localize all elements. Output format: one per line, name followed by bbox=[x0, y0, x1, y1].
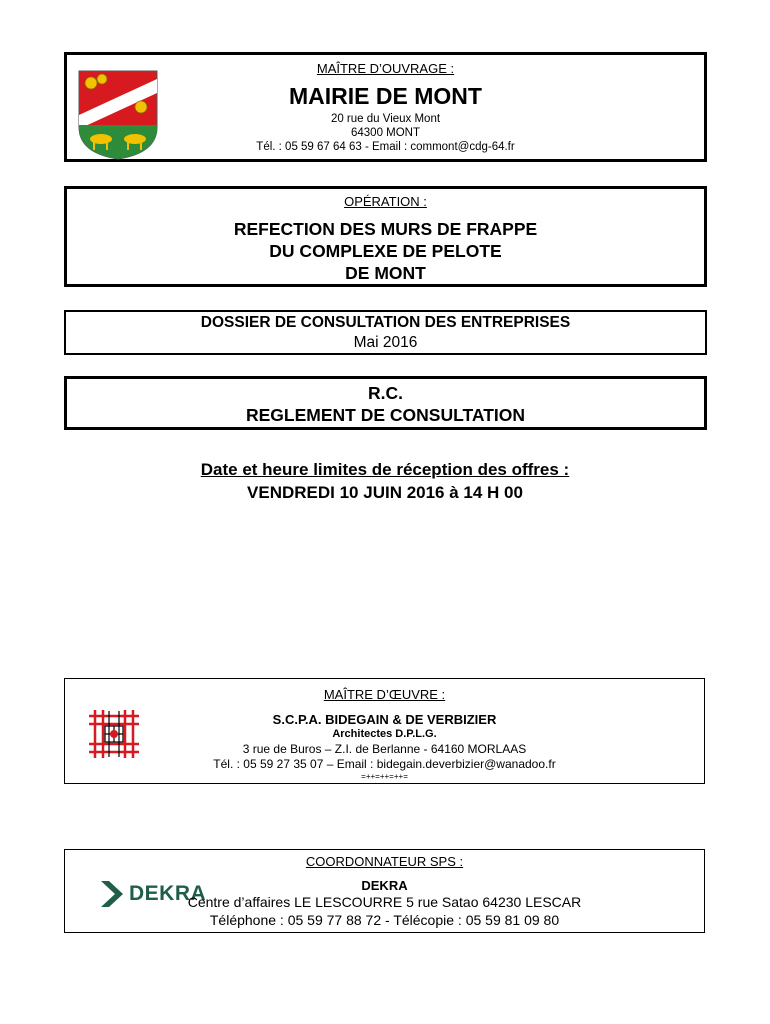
dossier-box bbox=[64, 310, 707, 355]
maitre-oeuvre-box bbox=[64, 678, 705, 784]
deadline-section bbox=[0, 460, 770, 503]
operation-box bbox=[64, 186, 707, 287]
coordonnateur-box bbox=[64, 849, 705, 933]
operation-title-line-3: DE MONT bbox=[345, 263, 426, 283]
maitre-ouvrage-label: MAÎTRE D’OUVRAGE : bbox=[316, 61, 455, 76]
maitre-oeuvre-label: MAÎTRE D’ŒUVRE : bbox=[323, 687, 446, 702]
reglement-title: REGLEMENT DE CONSULTATION bbox=[245, 405, 526, 425]
coordonnateur-name: DEKRA bbox=[361, 878, 408, 893]
dossier-date: Mai 2016 bbox=[353, 334, 418, 351]
maitre-oeuvre-address: 3 rue de Buros – Z.I. de Berlanne - 64160 MORLAAS bbox=[242, 742, 527, 756]
coordonnateur-address: Centre d’affaires LE LESCOURRE 5 rue Satao 64230 LESCAR bbox=[187, 894, 582, 910]
maitre-oeuvre-contact: Tél. : 05 59 27 35 07 – Email : bidegain.deverbizier@wanadoo.fr bbox=[213, 757, 556, 771]
reglement-abbr: R.C. bbox=[368, 383, 403, 403]
deadline-value: VENDREDI 10 JUIN 2016 à 14 H 00 bbox=[247, 483, 523, 502]
operation-label: OPÉRATION : bbox=[344, 194, 427, 209]
maitre-ouvrage-name: MAIRIE DE MONT bbox=[289, 83, 482, 109]
maitre-oeuvre-separator: =++=++=++= bbox=[361, 772, 408, 781]
maitre-oeuvre-name: S.C.P.A. BIDEGAIN & DE VERBIZIER bbox=[272, 712, 497, 727]
maitre-ouvrage-contact: Tél. : 05 59 67 64 63 - Email : commont@cdg-64.fr bbox=[256, 141, 515, 153]
maitre-ouvrage-address-street: 20 rue du Vieux Mont bbox=[330, 113, 441, 125]
coordonnateur-phone: Téléphone : 05 59 77 88 72 - Télécopie : 05 59 81 09 80 bbox=[209, 912, 560, 928]
dossier-title: DOSSIER DE CONSULTATION DES ENTREPRISES bbox=[200, 314, 571, 331]
maitre-ouvrage-address-city: 64300 MONT bbox=[350, 127, 421, 139]
maitre-oeuvre-subtitle: Architectes D.P.L.G. bbox=[332, 728, 437, 740]
coordonnateur-label: COORDONNATEUR SPS : bbox=[305, 854, 464, 869]
dekra-logo-text: DEKRA bbox=[129, 882, 207, 905]
deadline-label: Date et heure limites de réception des offres : bbox=[200, 460, 570, 479]
reglement-box bbox=[64, 376, 707, 430]
operation-title-line-1: REFECTION DES MURS DE FRAPPE bbox=[233, 219, 538, 239]
operation-title-line-2: DU COMPLEXE DE PELOTE bbox=[269, 241, 502, 261]
maitre-ouvrage-box bbox=[64, 52, 707, 162]
